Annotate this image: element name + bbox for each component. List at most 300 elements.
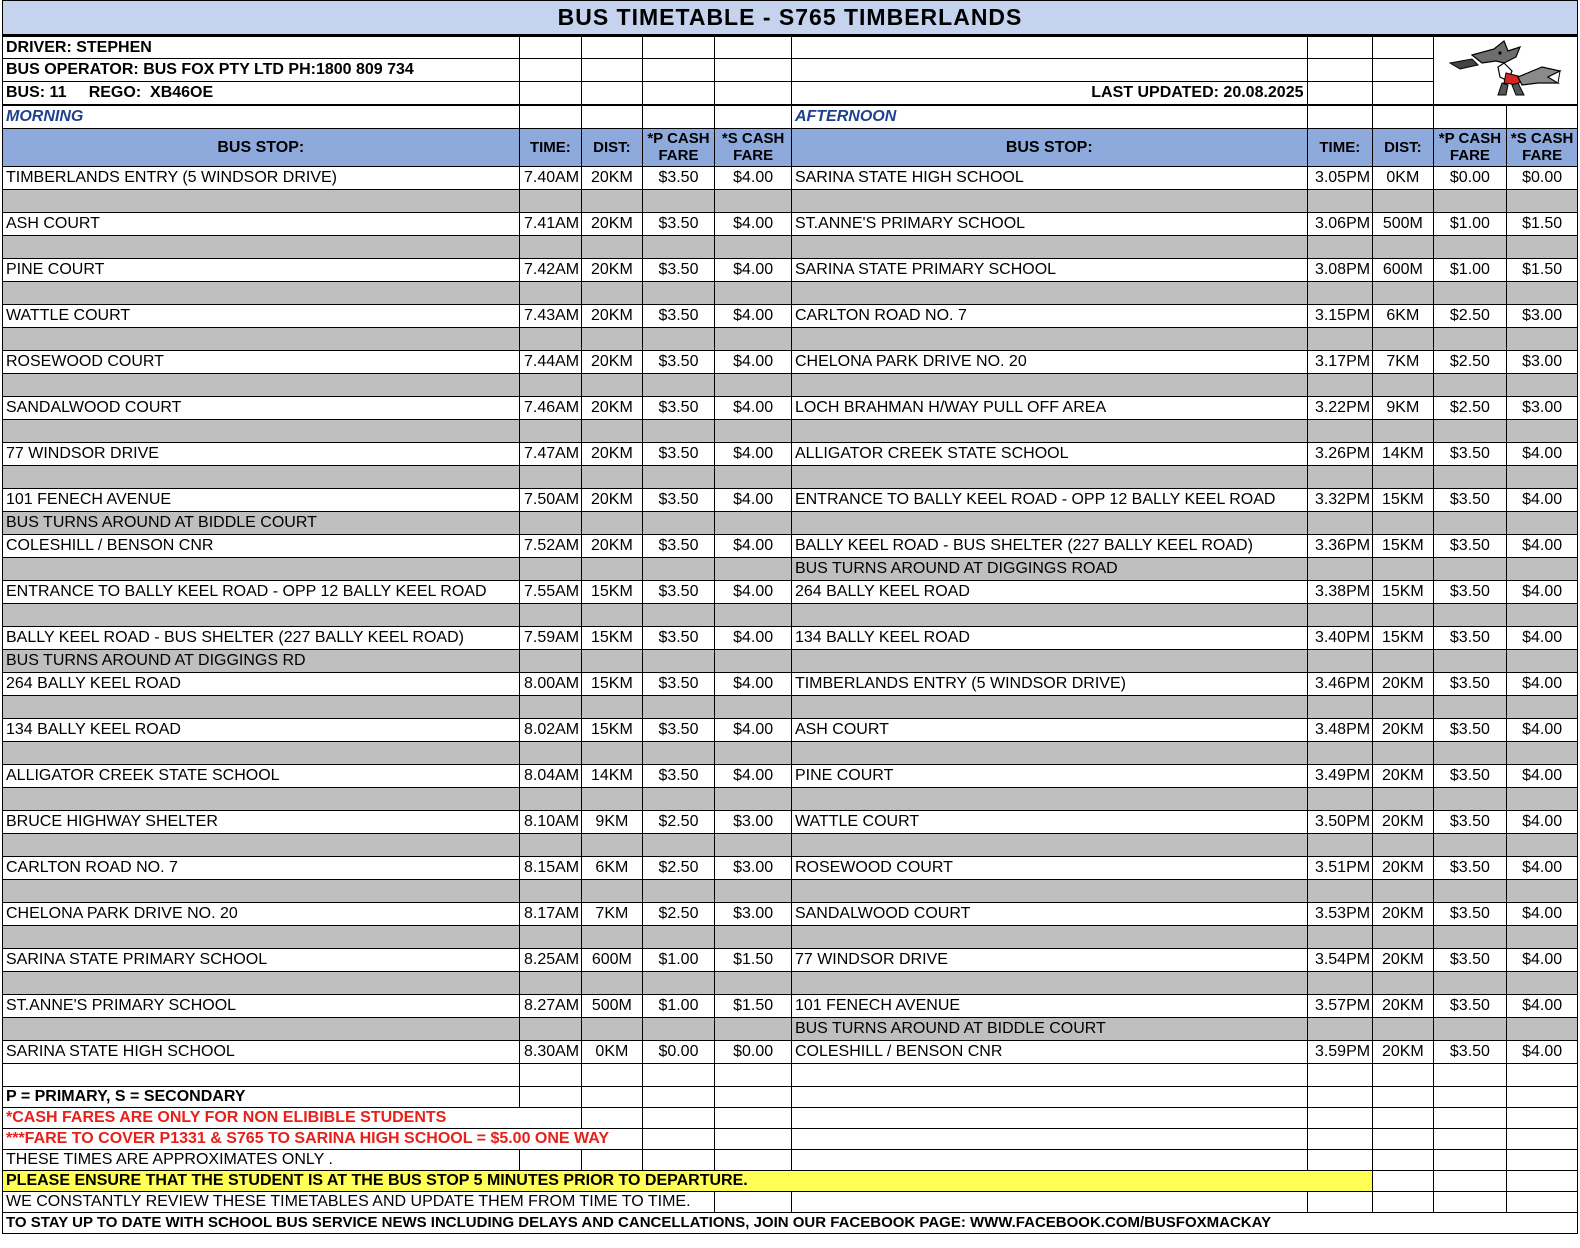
s-fare-cell: $1.50 (715, 948, 792, 971)
p-fare-cell: $3.50 (1433, 810, 1507, 833)
p-fare-cell: $3.50 (642, 442, 715, 465)
p-fare-cell: $3.50 (642, 350, 715, 373)
bus-stop-cell (791, 189, 1307, 212)
table-row (3, 465, 1578, 488)
s-fare-cell (715, 189, 792, 212)
p-fare-cell (642, 649, 715, 672)
dist-cell (582, 465, 643, 488)
s-fare-cell: $4.00 (715, 626, 792, 649)
s-fare-cell: $0.00 (1507, 166, 1578, 189)
dist-cell: 20KM (582, 488, 643, 511)
table-row (3, 396, 1578, 419)
s-fare-cell: $1.50 (715, 994, 792, 1017)
dist-cell: 14KM (582, 764, 643, 787)
table-row (3, 304, 1578, 327)
time-cell: 3.48PM (1307, 718, 1373, 741)
dist-cell: 15KM (1373, 488, 1434, 511)
time-cell (519, 189, 582, 212)
dist-cell (582, 603, 643, 626)
dist-cell (582, 971, 643, 994)
p-fare-cell: $3.50 (1433, 580, 1507, 603)
s-fare-cell: $4.00 (715, 442, 792, 465)
bus-stop-cell: ST.ANNE'S PRIMARY SCHOOL (3, 994, 520, 1017)
ensure-note: PLEASE ENSURE THAT THE STUDENT IS AT THE BUS STOP 5 MINUTES PRIOR TO DEPARTURE. (3, 1170, 1308, 1191)
bus-stop-cell: TIMBERLANDS ENTRY (5 WINDSOR DRIVE) (791, 672, 1307, 695)
p-fare-cell (1433, 695, 1507, 718)
s-fare-cell (1507, 511, 1578, 534)
p-fare-cell: $3.50 (642, 718, 715, 741)
time-cell (519, 833, 582, 856)
dist-cell (582, 557, 643, 580)
p-fare-cell: $3.50 (1433, 856, 1507, 879)
p-fare-cell (642, 603, 715, 626)
approx-note: THESE TIMES ARE APPROXIMATES ONLY . (3, 1149, 520, 1170)
bus-stop-cell: BUS TURNS AROUND AT DIGGINGS RD (3, 649, 520, 672)
s-fare-cell: $3.00 (715, 902, 792, 925)
time-cell: 3.51PM (1307, 856, 1373, 879)
p-fare-cell (1433, 741, 1507, 764)
s-fare-cell: $4.00 (1507, 764, 1578, 787)
time-cell (519, 925, 582, 948)
dist-cell (1373, 1017, 1434, 1040)
dist-cell (582, 879, 643, 902)
p-fare-cell: $3.50 (1433, 442, 1507, 465)
p-fare-cell: $3.50 (1433, 994, 1507, 1017)
time-cell (1307, 695, 1373, 718)
bus-stop-cell: ALLIGATOR CREEK STATE SCHOOL (791, 442, 1307, 465)
p-fare-cell (642, 833, 715, 856)
p-fare-cell (1433, 557, 1507, 580)
dist-cell: 20KM (1373, 902, 1434, 925)
bus-stop-cell: 134 BALLY KEEL ROAD (791, 626, 1307, 649)
time-cell: 3.50PM (1307, 810, 1373, 833)
header-dist-morning: DIST: (582, 128, 643, 166)
p-fare-cell: $2.50 (642, 902, 715, 925)
s-fare-cell (1507, 465, 1578, 488)
p-fare-cell: $3.50 (1433, 764, 1507, 787)
bus-stop-cell: BUS TURNS AROUND AT BIDDLE COURT (791, 1017, 1307, 1040)
fare-cover-note: ***FARE TO COVER P1331 & S765 TO SARINA HIGH SCHOOL = $5.00 ONE WAY (3, 1128, 643, 1149)
p-fare-cell: $3.50 (642, 212, 715, 235)
time-cell (1307, 557, 1373, 580)
bus-stop-cell (791, 695, 1307, 718)
s-fare-cell: $3.00 (1507, 396, 1578, 419)
bus-stop-cell: ASH COURT (3, 212, 520, 235)
bus-stop-cell (791, 327, 1307, 350)
time-cell (1307, 465, 1373, 488)
table-row (3, 557, 1578, 580)
dist-cell: 20KM (582, 258, 643, 281)
time-cell: 8.04AM (519, 764, 582, 787)
bus-stop-cell: LOCH BRAHMAN H/WAY PULL OFF AREA (791, 396, 1307, 419)
time-cell: 8.30AM (519, 1040, 582, 1063)
bus-stop-cell (3, 603, 520, 626)
p-fare-cell (1433, 603, 1507, 626)
s-fare-cell (1507, 603, 1578, 626)
dist-cell (1373, 741, 1434, 764)
time-cell: 3.46PM (1307, 672, 1373, 695)
p-fare-cell (642, 511, 715, 534)
table-row (3, 258, 1578, 281)
dist-cell (1373, 419, 1434, 442)
bus-stop-cell: ROSEWOOD COURT (3, 350, 520, 373)
time-cell: 8.02AM (519, 718, 582, 741)
s-fare-cell: $4.00 (1507, 948, 1578, 971)
s-fare-cell: $4.00 (1507, 856, 1578, 879)
header-s-fare-afternoon: *S CASH FARE (1507, 128, 1578, 166)
table-row (3, 695, 1578, 718)
time-cell (1307, 281, 1373, 304)
table-row (3, 327, 1578, 350)
table-row (3, 442, 1578, 465)
dist-cell: 0KM (582, 1040, 643, 1063)
p-fare-cell (642, 373, 715, 396)
time-cell (1307, 971, 1373, 994)
s-fare-cell: $3.00 (1507, 304, 1578, 327)
dist-cell: 500M (1373, 212, 1434, 235)
dist-cell: 20KM (1373, 948, 1434, 971)
table-row (3, 603, 1578, 626)
s-fare-cell (1507, 741, 1578, 764)
s-fare-cell (1507, 879, 1578, 902)
s-fare-cell (1507, 327, 1578, 350)
table-row (3, 741, 1578, 764)
time-cell: 3.05PM (1307, 166, 1373, 189)
bus-stop-cell (3, 189, 520, 212)
header-dist-afternoon: DIST: (1373, 128, 1434, 166)
s-fare-cell (1507, 787, 1578, 810)
bus-stop-cell: BRUCE HIGHWAY SHELTER (3, 810, 520, 833)
dist-cell: 15KM (1373, 534, 1434, 557)
s-fare-cell: $4.00 (1507, 488, 1578, 511)
table-row (3, 672, 1578, 695)
header-p-fare-afternoon: *P CASH FARE (1433, 128, 1507, 166)
time-cell (1307, 879, 1373, 902)
fox-logo-icon (1442, 37, 1568, 99)
time-cell (1307, 649, 1373, 672)
p-fare-cell (642, 189, 715, 212)
bus-stop-cell: BALLY KEEL ROAD - BUS SHELTER (227 BALLY KEEL ROAD) (791, 534, 1307, 557)
table-row (3, 235, 1578, 258)
p-fare-cell (1433, 787, 1507, 810)
bus-stop-cell: WATTLE COURT (3, 304, 520, 327)
bus-stop-cell (791, 879, 1307, 902)
table-row (3, 856, 1578, 879)
p-fare-cell (642, 235, 715, 258)
p-fare-cell (1433, 419, 1507, 442)
s-fare-cell (1507, 373, 1578, 396)
p-fare-cell: $3.50 (1433, 534, 1507, 557)
bus-stop-cell: 77 WINDSOR DRIVE (791, 948, 1307, 971)
time-cell (1307, 511, 1373, 534)
dist-cell: 600M (582, 948, 643, 971)
time-cell (519, 787, 582, 810)
dist-cell: 9KM (582, 810, 643, 833)
time-cell: 3.22PM (1307, 396, 1373, 419)
time-cell (519, 419, 582, 442)
bus-stop-cell: ROSEWOOD COURT (791, 856, 1307, 879)
table-row (3, 810, 1578, 833)
time-cell: 7.50AM (519, 488, 582, 511)
dist-cell (1373, 833, 1434, 856)
s-fare-cell (1507, 557, 1578, 580)
s-fare-cell (715, 787, 792, 810)
dist-cell: 20KM (582, 212, 643, 235)
table-row (3, 281, 1578, 304)
morning-section-label: MORNING (3, 105, 520, 128)
time-cell: 3.57PM (1307, 994, 1373, 1017)
bus-stop-cell: CARLTON ROAD NO. 7 (3, 856, 520, 879)
bus-stop-cell: 264 BALLY KEEL ROAD (3, 672, 520, 695)
dist-cell: 20KM (1373, 856, 1434, 879)
header-time-morning: TIME: (519, 128, 582, 166)
p-fare-cell (642, 787, 715, 810)
dist-cell (1373, 373, 1434, 396)
time-cell: 7.42AM (519, 258, 582, 281)
p-fare-cell (642, 557, 715, 580)
dist-cell (582, 1017, 643, 1040)
bus-rego-label: BUS: 11 REGO: XB46OE (3, 82, 520, 105)
s-fare-cell (1507, 189, 1578, 212)
p-fare-cell (642, 465, 715, 488)
s-fare-cell: $4.00 (1507, 810, 1578, 833)
table-row (3, 787, 1578, 810)
afternoon-section-label: AFTERNOON (791, 105, 1307, 128)
bus-stop-cell: SARINA STATE PRIMARY SCHOOL (791, 258, 1307, 281)
dist-cell (582, 741, 643, 764)
bus-stop-cell: BALLY KEEL ROAD - BUS SHELTER (227 BALLY KEEL ROAD) (3, 626, 520, 649)
s-fare-cell (1507, 971, 1578, 994)
p-fare-cell (1433, 281, 1507, 304)
bus-stop-cell (791, 603, 1307, 626)
time-cell: 3.54PM (1307, 948, 1373, 971)
dist-cell (582, 649, 643, 672)
bus-stop-cell (3, 235, 520, 258)
bus-stop-cell (3, 465, 520, 488)
fox-mascot-icon (1433, 36, 1577, 106)
time-cell (519, 879, 582, 902)
table-row (3, 833, 1578, 856)
time-cell (519, 1017, 582, 1040)
time-cell: 7.52AM (519, 534, 582, 557)
bus-stop-cell (3, 925, 520, 948)
bus-stop-cell: CHELONA PARK DRIVE NO. 20 (791, 350, 1307, 373)
time-cell: 3.32PM (1307, 488, 1373, 511)
p-fare-cell (1433, 971, 1507, 994)
s-fare-cell (715, 741, 792, 764)
p-fare-cell (642, 1017, 715, 1040)
bus-stop-cell (791, 741, 1307, 764)
time-cell (1307, 833, 1373, 856)
bus-stop-cell: PINE COURT (791, 764, 1307, 787)
s-fare-cell (715, 511, 792, 534)
bus-stop-cell: ST.ANNE'S PRIMARY SCHOOL (791, 212, 1307, 235)
p-fare-cell: $1.00 (1433, 258, 1507, 281)
bus-stop-cell: ASH COURT (791, 718, 1307, 741)
bus-stop-cell: COLESHILL / BENSON CNR (791, 1040, 1307, 1063)
dist-cell: 15KM (582, 718, 643, 741)
time-cell (1307, 925, 1373, 948)
p-fare-cell: $2.50 (642, 810, 715, 833)
time-cell (519, 971, 582, 994)
dist-cell: 20KM (1373, 810, 1434, 833)
time-cell (519, 281, 582, 304)
p-fare-cell: $3.50 (642, 258, 715, 281)
dist-cell (1373, 281, 1434, 304)
time-cell: 8.00AM (519, 672, 582, 695)
p-fare-cell: $2.50 (1433, 304, 1507, 327)
table-row (3, 925, 1578, 948)
driver-label: DRIVER: STEPHEN (3, 36, 520, 59)
bus-stop-cell (791, 833, 1307, 856)
p-fare-cell: $3.50 (642, 626, 715, 649)
bus-stop-cell (791, 419, 1307, 442)
s-fare-cell: $4.00 (1507, 534, 1578, 557)
table-row (3, 649, 1578, 672)
bus-stop-cell: 101 FENECH AVENUE (3, 488, 520, 511)
s-fare-cell (715, 833, 792, 856)
header-bus-stop-afternoon: BUS STOP: (791, 128, 1307, 166)
bus-stop-cell (3, 833, 520, 856)
time-cell (519, 741, 582, 764)
time-cell: 7.46AM (519, 396, 582, 419)
s-fare-cell: $4.00 (715, 304, 792, 327)
bus-stop-cell: CARLTON ROAD NO. 7 (791, 304, 1307, 327)
p-fare-cell (642, 419, 715, 442)
bus-stop-cell (791, 787, 1307, 810)
p-fare-cell: $3.50 (642, 166, 715, 189)
s-fare-cell: $1.50 (1507, 212, 1578, 235)
table-row (3, 1040, 1578, 1063)
bus-stop-cell: ALLIGATOR CREEK STATE SCHOOL (3, 764, 520, 787)
s-fare-cell: $4.00 (715, 580, 792, 603)
s-fare-cell: $4.00 (715, 534, 792, 557)
dist-cell (1373, 189, 1434, 212)
bus-stop-cell: SARINA STATE HIGH SCHOOL (791, 166, 1307, 189)
s-fare-cell (1507, 649, 1578, 672)
s-fare-cell (715, 281, 792, 304)
page-title: BUS TIMETABLE - S765 TIMBERLANDS (3, 1, 1578, 36)
table-row (3, 580, 1578, 603)
time-cell: 8.10AM (519, 810, 582, 833)
s-fare-cell (715, 557, 792, 580)
time-cell: 7.47AM (519, 442, 582, 465)
s-fare-cell: $4.00 (1507, 1040, 1578, 1063)
p-fare-cell: $1.00 (642, 948, 715, 971)
timetable-table (2, 0, 1578, 1234)
dist-cell: 7KM (1373, 350, 1434, 373)
p-fare-cell: $2.50 (642, 856, 715, 879)
dist-cell: 20KM (1373, 1040, 1434, 1063)
header-p-fare-morning: *P CASH FARE (642, 128, 715, 166)
dist-cell: 14KM (1373, 442, 1434, 465)
s-fare-cell (1507, 925, 1578, 948)
time-cell (1307, 1017, 1373, 1040)
time-cell: 7.40AM (519, 166, 582, 189)
dist-cell: 20KM (1373, 672, 1434, 695)
bus-stop-cell (3, 373, 520, 396)
dist-cell: 20KM (1373, 718, 1434, 741)
dist-cell (582, 189, 643, 212)
table-row (3, 879, 1578, 902)
review-note: WE CONSTANTLY REVIEW THESE TIMETABLES AND UPDATE THEM FROM TIME TO TIME. (3, 1191, 715, 1212)
s-fare-cell (715, 695, 792, 718)
s-fare-cell (715, 465, 792, 488)
time-cell (1307, 373, 1373, 396)
time-cell: 3.15PM (1307, 304, 1373, 327)
s-fare-cell (715, 327, 792, 350)
dist-cell (582, 925, 643, 948)
time-cell (519, 327, 582, 350)
p-fare-cell (642, 741, 715, 764)
dist-cell: 600M (1373, 258, 1434, 281)
table-row (3, 764, 1578, 787)
s-fare-cell (1507, 695, 1578, 718)
s-fare-cell (715, 925, 792, 948)
dist-cell (1373, 557, 1434, 580)
time-cell: 7.59AM (519, 626, 582, 649)
dist-cell (582, 833, 643, 856)
dist-cell (582, 327, 643, 350)
bus-stop-cell: ENTRANCE TO BALLY KEEL ROAD - OPP 12 BALLY KEEL ROAD (3, 580, 520, 603)
time-cell (1307, 741, 1373, 764)
time-cell: 3.38PM (1307, 580, 1373, 603)
dist-cell: 20KM (582, 304, 643, 327)
time-cell (519, 373, 582, 396)
s-fare-cell: $3.00 (1507, 350, 1578, 373)
bus-stop-cell: COLESHILL / BENSON CNR (3, 534, 520, 557)
p-fare-cell: $3.50 (1433, 1040, 1507, 1063)
dist-cell: 500M (582, 994, 643, 1017)
time-cell: 8.27AM (519, 994, 582, 1017)
s-fare-cell: $4.00 (715, 396, 792, 419)
bus-stop-cell: SANDALWOOD COURT (791, 902, 1307, 925)
s-fare-cell: $4.00 (1507, 442, 1578, 465)
table-row (3, 166, 1578, 189)
dist-cell: 15KM (582, 626, 643, 649)
dist-cell (582, 235, 643, 258)
p-fare-cell: $0.00 (1433, 166, 1507, 189)
table-row (3, 511, 1578, 534)
s-fare-cell: $4.00 (715, 166, 792, 189)
dist-cell (1373, 235, 1434, 258)
p-fare-cell (642, 879, 715, 902)
s-fare-cell (715, 879, 792, 902)
p-fare-cell (1433, 649, 1507, 672)
bus-stop-cell (3, 1017, 520, 1040)
p-fare-cell (1433, 465, 1507, 488)
time-cell: 8.25AM (519, 948, 582, 971)
cash-only-note: *CASH FARES ARE ONLY FOR NON ELIBIBLE STUDENTS (3, 1107, 582, 1128)
p-fare-cell (1433, 373, 1507, 396)
s-fare-cell: $4.00 (1507, 994, 1578, 1017)
time-cell: 3.40PM (1307, 626, 1373, 649)
bus-stop-cell (3, 695, 520, 718)
p-fare-cell (1433, 833, 1507, 856)
table-row (3, 971, 1578, 994)
p-fare-cell (1433, 1017, 1507, 1040)
dist-cell: 15KM (1373, 580, 1434, 603)
bus-stop-cell (3, 971, 520, 994)
dist-cell (1373, 971, 1434, 994)
s-fare-cell: $4.00 (1507, 626, 1578, 649)
s-fare-cell: $4.00 (715, 488, 792, 511)
p-fare-cell: $3.50 (642, 396, 715, 419)
time-cell: 7.55AM (519, 580, 582, 603)
s-fare-cell: $4.00 (1507, 902, 1578, 925)
time-cell: 8.17AM (519, 902, 582, 925)
s-fare-cell (715, 603, 792, 626)
